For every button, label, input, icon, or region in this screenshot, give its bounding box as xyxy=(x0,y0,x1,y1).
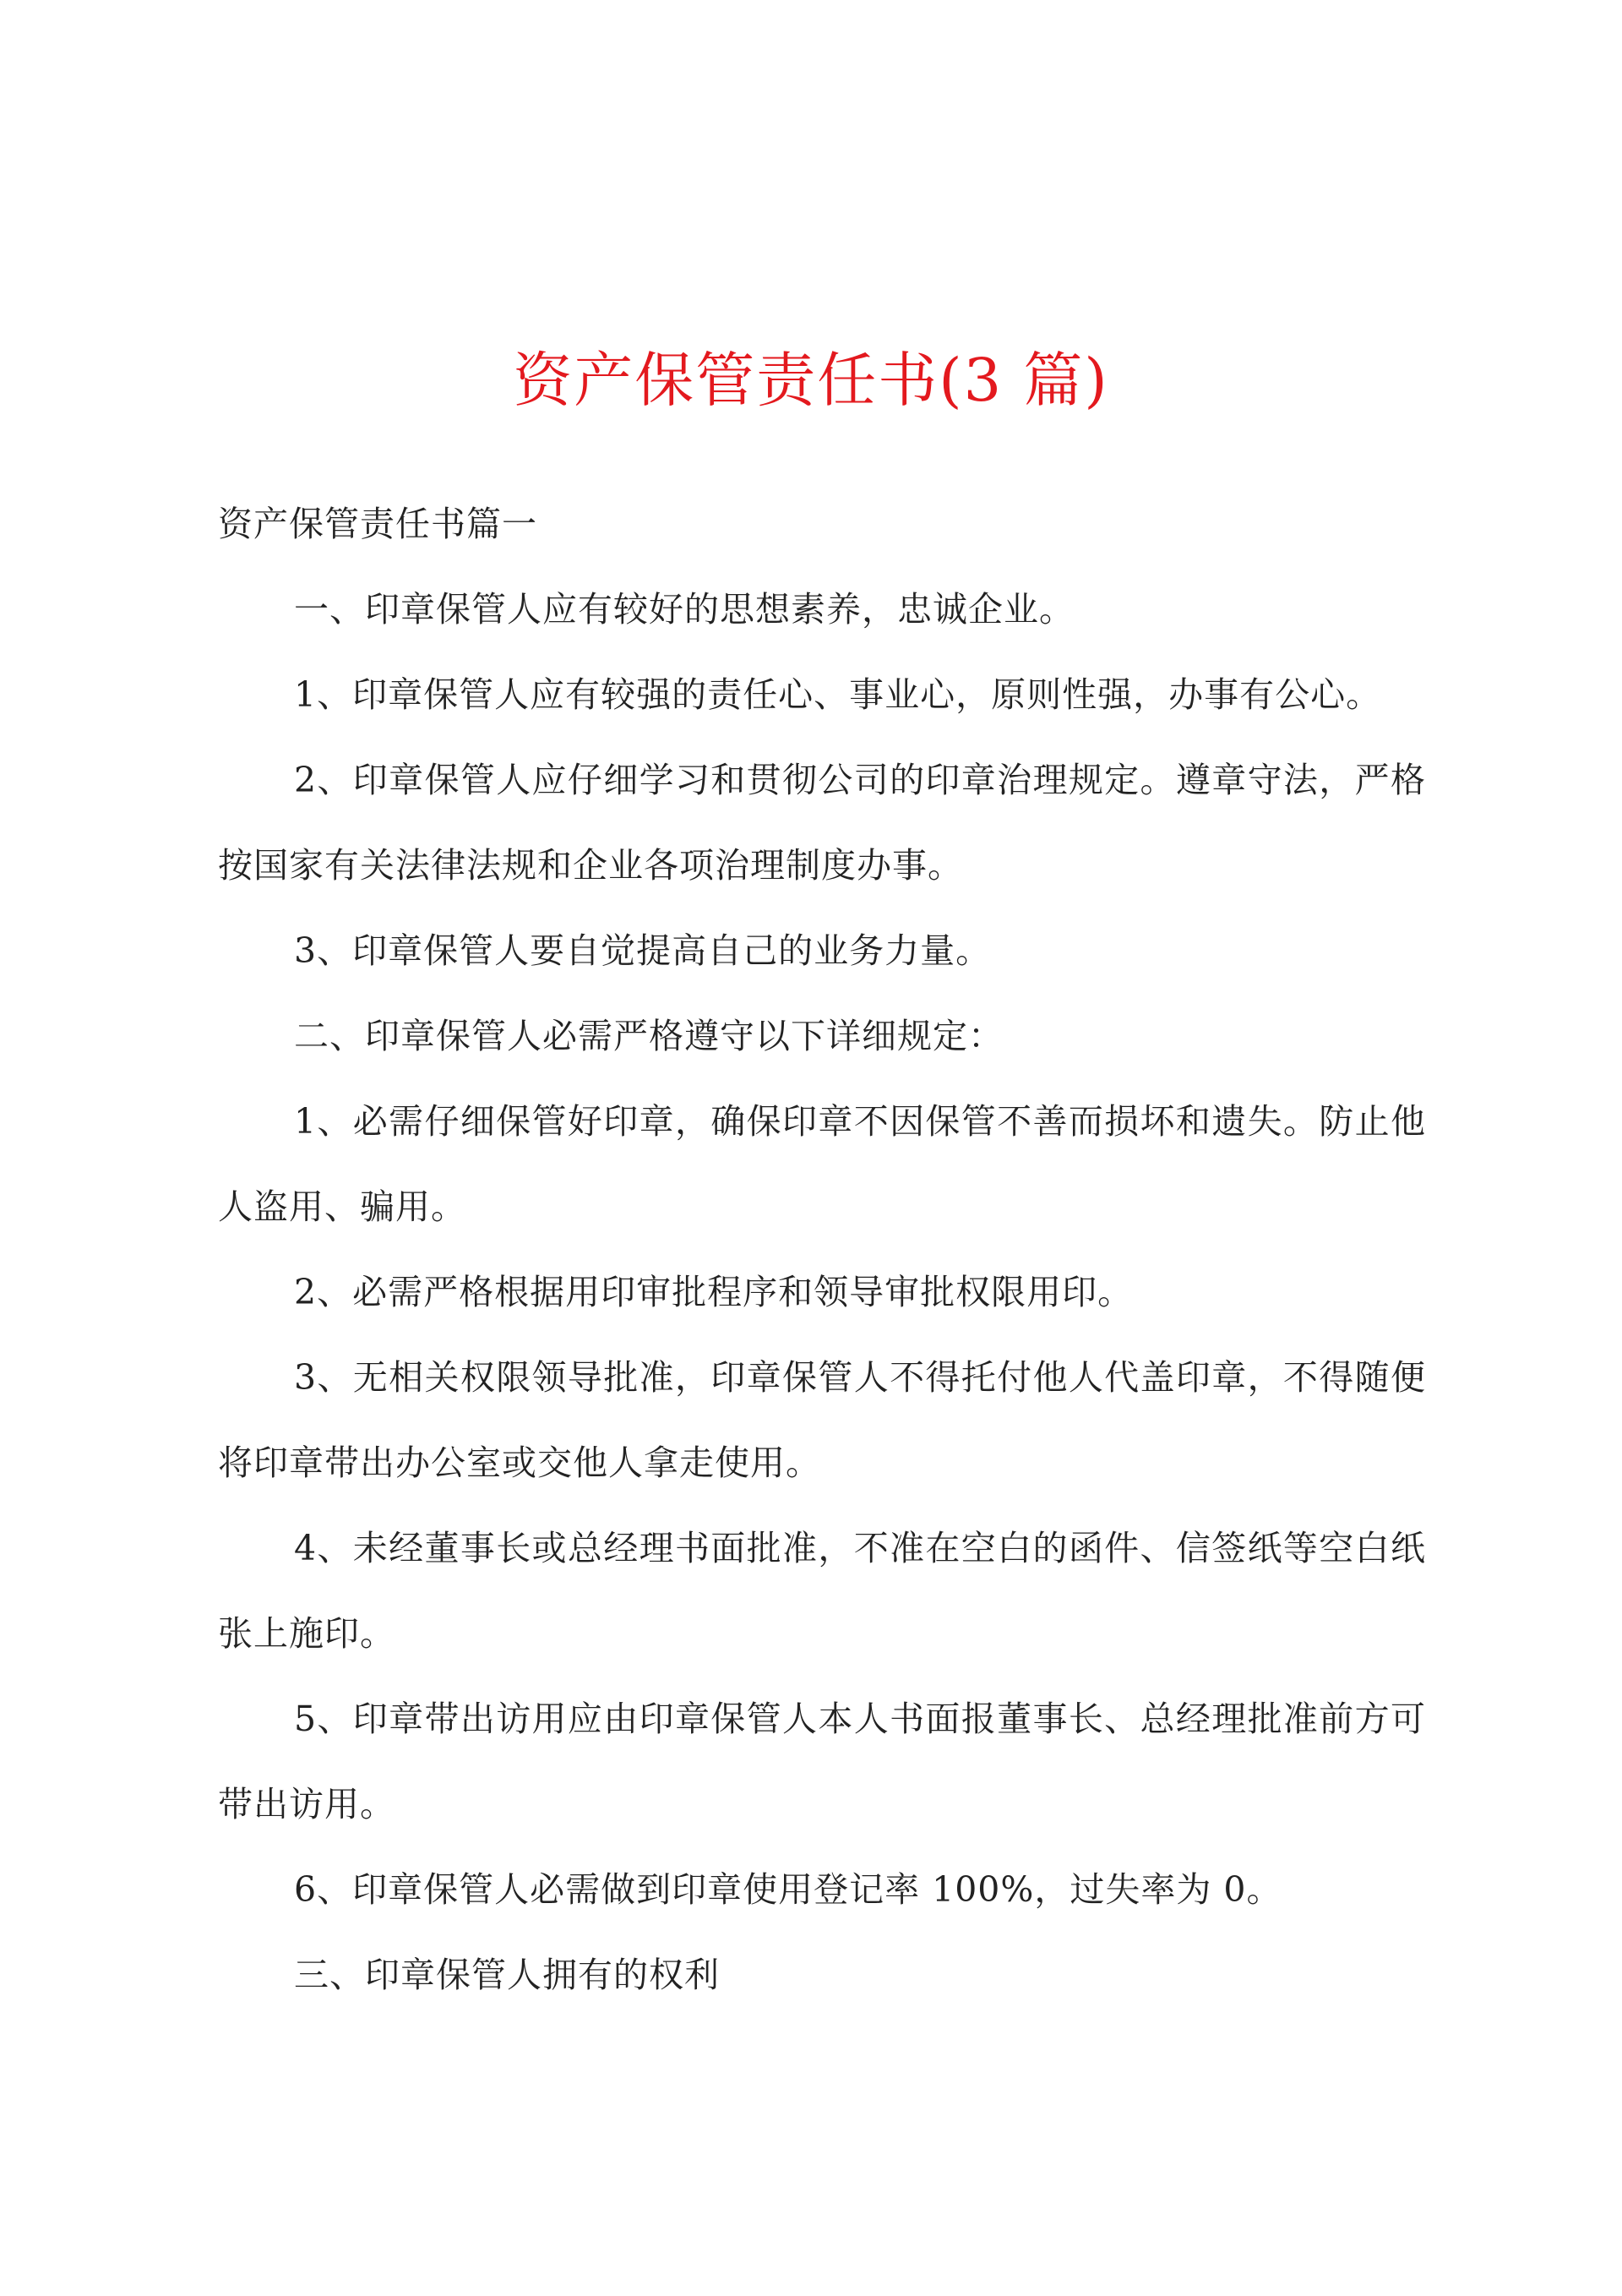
paragraph: 5、印章带出访用应由印章保管人本人书面报董事长、总经理批准前方可带出访用。 xyxy=(218,1699,1426,1824)
paragraph: 三、印章保管人拥有的权利 xyxy=(294,1955,720,1995)
paragraph: 4、未经董事长或总经理书面批准，不准在空白的函件、信签纸等空白纸张上施印。 xyxy=(218,1528,1426,1654)
paragraph: 1、印章保管人应有较强的责任心、事业心，原则性强，办事有公心。 xyxy=(294,674,1382,715)
paragraph: 3、无相关权限领导批准，印章保管人不得托付他人代盖印章，不得随便将印章带出办公室或交他人拿走使用。 xyxy=(218,1357,1426,1483)
document-body xyxy=(218,482,1426,2018)
document-title: 资产保管责任书(3 篇) xyxy=(513,346,1109,415)
paragraph: 一、印章保管人应有较好的思想素养，忠诚企业。 xyxy=(294,589,1075,630)
paragraph: 2、印章保管人应仔细学习和贯彻公司的印章治理规定。遵章守法，严格按国家有关法律法规和企业各项治理制度办事。 xyxy=(218,760,1426,886)
paragraph: 6、印章保管人必需做到印章使用登记率 100%，过失率为 0。 xyxy=(294,1869,1282,1910)
paragraph: 1、必需仔细保管好印章，确保印章不因保管不善而损坏和遗失。防止他人盗用、骗用。 xyxy=(218,1101,1426,1227)
paragraph: 3、印章保管人要自觉提高自己的业务力量。 xyxy=(294,930,992,971)
paragraph: 二、印章保管人必需严格遵守以下详细规定： xyxy=(294,1016,1004,1056)
paragraph: 2、必需严格根据用印审批程序和领导审批权限用印。 xyxy=(294,1272,1134,1312)
section-heading: 资产保管责任书篇一 xyxy=(218,504,537,544)
